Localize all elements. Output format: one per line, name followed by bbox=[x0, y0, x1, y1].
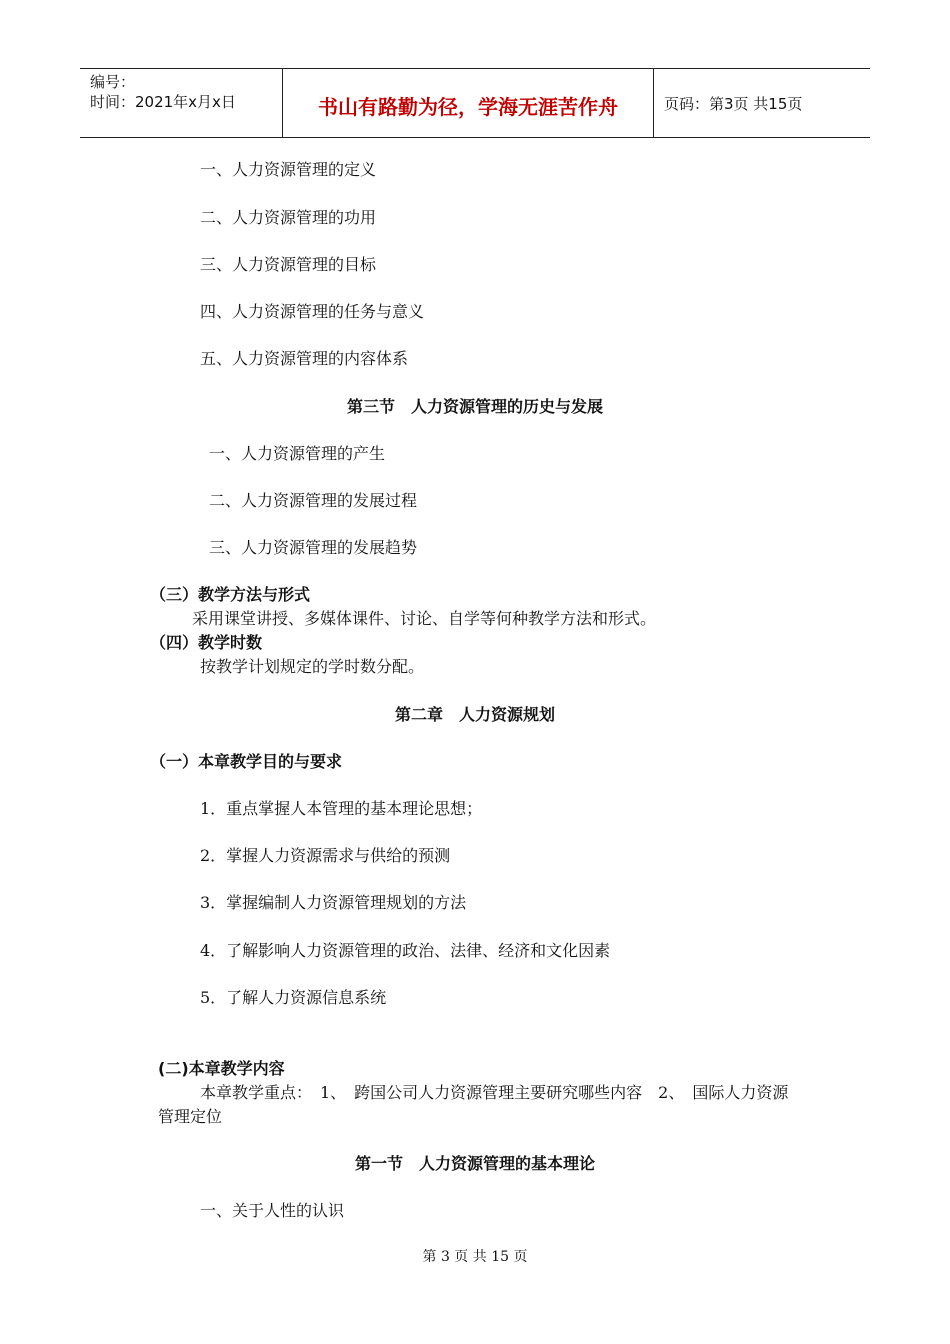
page-label: 页码：第3页 共15页 bbox=[664, 95, 803, 113]
theory-item-1: 一、关于人性的认识 bbox=[200, 1201, 345, 1220]
teaching-method-text: 采用课堂讲授、多媒体课件、讨论、自学等何种教学方法和形式。 bbox=[192, 609, 657, 628]
history-item-1: 一、人力资源管理的产生 bbox=[209, 444, 386, 463]
code-label: 编号： bbox=[90, 73, 136, 91]
time-label: 时间：2021年x月x日 bbox=[90, 93, 236, 111]
section-item-5: 五、人力资源管理的内容体系 bbox=[200, 349, 409, 368]
section-item-1: 一、人力资源管理的定义 bbox=[200, 160, 377, 179]
goal-item-4: 4．了解影响人力资源管理的政治、法律、经济和文化因素 bbox=[200, 941, 611, 960]
teaching-hours-heading: （四）教学时数 bbox=[150, 633, 263, 652]
header-left-cell bbox=[80, 69, 283, 137]
section-item-3: 三、人力资源管理的目标 bbox=[200, 255, 377, 274]
history-item-2: 二、人力资源管理的发展过程 bbox=[209, 491, 418, 510]
section-item-4: 四、人力资源管理的任务与意义 bbox=[200, 302, 425, 321]
goal-item-5: 5．了解人力资源信息系统 bbox=[200, 988, 387, 1007]
section-3-title: 第三节 人力资源管理的历史与发展 bbox=[346, 397, 603, 416]
page-footer: 第 3 页 共 15 页 bbox=[422, 1249, 528, 1265]
content-heading: (二)本章教学内容 bbox=[158, 1059, 285, 1078]
chapter-2-title: 第二章 人力资源规划 bbox=[394, 705, 555, 724]
teaching-method-heading: （三）教学方法与形式 bbox=[150, 585, 311, 604]
header-right-cell bbox=[654, 69, 870, 137]
key-points-line-1: 本章教学重点： 1、 跨国公司人力资源管理主要研究哪些内容 2、 国际人力资源 bbox=[200, 1083, 789, 1102]
goal-item-2: 2．掌握人力资源需求与供给的预测 bbox=[200, 846, 451, 865]
goal-item-1: 1．重点掌握人本管理的基本理论思想； bbox=[200, 799, 483, 818]
section-1-title: 第一节 人力资源管理的基本理论 bbox=[354, 1154, 595, 1173]
key-points-line-2: 管理定位 bbox=[158, 1107, 223, 1126]
history-item-3: 三、人力资源管理的发展趋势 bbox=[209, 538, 418, 557]
header-center-cell bbox=[283, 69, 654, 137]
teaching-hours-text: 按教学计划规定的学时数分配。 bbox=[200, 657, 425, 676]
goals-heading: （一）本章教学目的与要求 bbox=[150, 752, 343, 771]
document-header bbox=[80, 68, 870, 138]
section-item-2: 二、人力资源管理的功用 bbox=[200, 208, 377, 227]
motto: 书山有路勤为径，学海无涯苦作舟 bbox=[318, 95, 618, 119]
goal-item-3: 3．掌握编制人力资源管理规划的方法 bbox=[200, 893, 467, 912]
